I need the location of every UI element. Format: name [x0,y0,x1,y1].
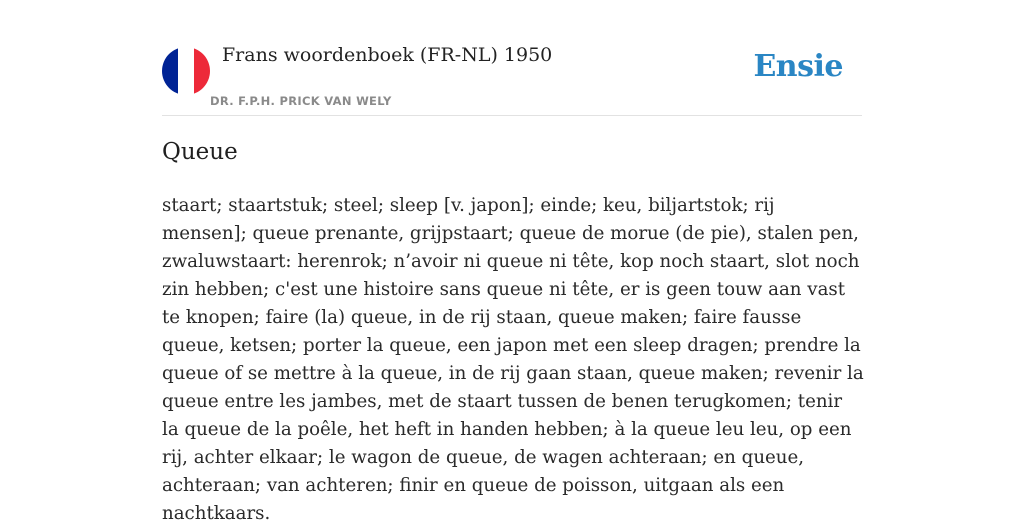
dictionary-title[interactable]: Frans woordenboek (FR-NL) 1950 [222,44,553,66]
dictionary-author: DR. F.P.H. PRICK VAN WELY [210,94,392,108]
flag-stripe-red [194,47,210,95]
entry-title: Queue [162,139,238,165]
ensie-logo[interactable]: Ensie [753,49,843,84]
flag-stripe-blue [162,47,178,95]
france-flag-icon [162,47,210,95]
card-header [162,0,862,116]
flag-stripe-white [178,47,194,95]
dictionary-card [162,0,864,524]
entry-definition: staart; staartstuk; steel; sleep [v. japon]; einde; keu, biljartstok; rij mensen]; queue prenante, grijpstaart; queue de morue (de pie), stalen pen, zwaluwstaart: herenrok; n’avoir ni queue ni tête, kop noch staart, slot noch zin hebben; c'est une histoire sans queue ni tête, er is geen touw aan vast te knopen; faire (la) queue, in de rij staan, queue maken; faire fausse queue, ketsen; porter la queue, een japon met een sleep dragen; prendre la queue of se mettre à la queue, in de rij gaan staan, queue maken; revenir la queue entre les jambes, met de staart tussen de benen terugkomen; tenir la queue de la poêle, het heft in handen hebben; à la queue leu leu, op een rij, achter elkaar; le wagon de queue, de wagen achteraan; en queue, achteraan; van achteren; finir en queue de poisson, uitgaan als een nachtkaars. [162,195,864,524]
